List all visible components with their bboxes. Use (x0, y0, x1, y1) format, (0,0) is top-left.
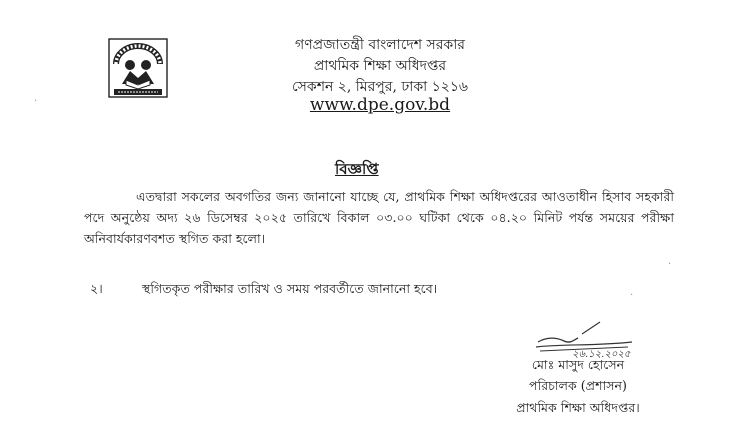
signatory-organization: প্রাথমিক শিক্ষা অধিদপ্তর। (516, 400, 640, 415)
signatory-name: মোঃ মাসুদ হোসেন (531, 357, 625, 372)
signature-date: ২৬.১২.২০২৫ (572, 349, 631, 360)
header-department: প্রাথমিক শিক্ষা অধিদপ্তর (313, 58, 447, 74)
website-link[interactable]: www.dpe.gov.bd (309, 95, 451, 115)
header-government: গণপ্রজাতন্ত্রী বাংলাদেশ সরকার (295, 37, 465, 53)
scan-speck: · (630, 290, 634, 301)
handwritten-signature-icon (528, 320, 638, 362)
notice-title: বিজ্ঞপ্তি (335, 160, 379, 178)
scan-speck: · (34, 96, 38, 107)
signatory-designation: পরিচালক (প্রশাসন) (529, 378, 627, 393)
scan-speck: · (668, 259, 672, 270)
point-number: ২। (90, 281, 103, 296)
notice-paragraph: এতদ্বারা সকলের অবগতির জন্য জানানো যাচ্ছে যে, প্রাথমিক শিক্ষা অধিদপ্তরের আওতাধীন হিসাব সহকারী পদে অনুষ্ঠেয় অদ্য ২৬ ডিসেম্বর ২০২৫ তারিখে বিকাল ০৩.০০ ঘটিকা থেকে ০৪.২০ মিনিট পর্যন্ত সময়ের পরীক্ষা অনিবার্যকারণবশত স্থগিত করা হলো। (84, 189, 674, 246)
dpe-logo-icon (108, 38, 168, 98)
header-address: সেকশন ২, মিরপুর, ঢাকা ১২১৬ (291, 79, 469, 95)
point-text: স্থগিতকৃত পরীক্ষার তারিখ ও সময় পরবর্তীতে জানানো হবে। (142, 281, 438, 296)
